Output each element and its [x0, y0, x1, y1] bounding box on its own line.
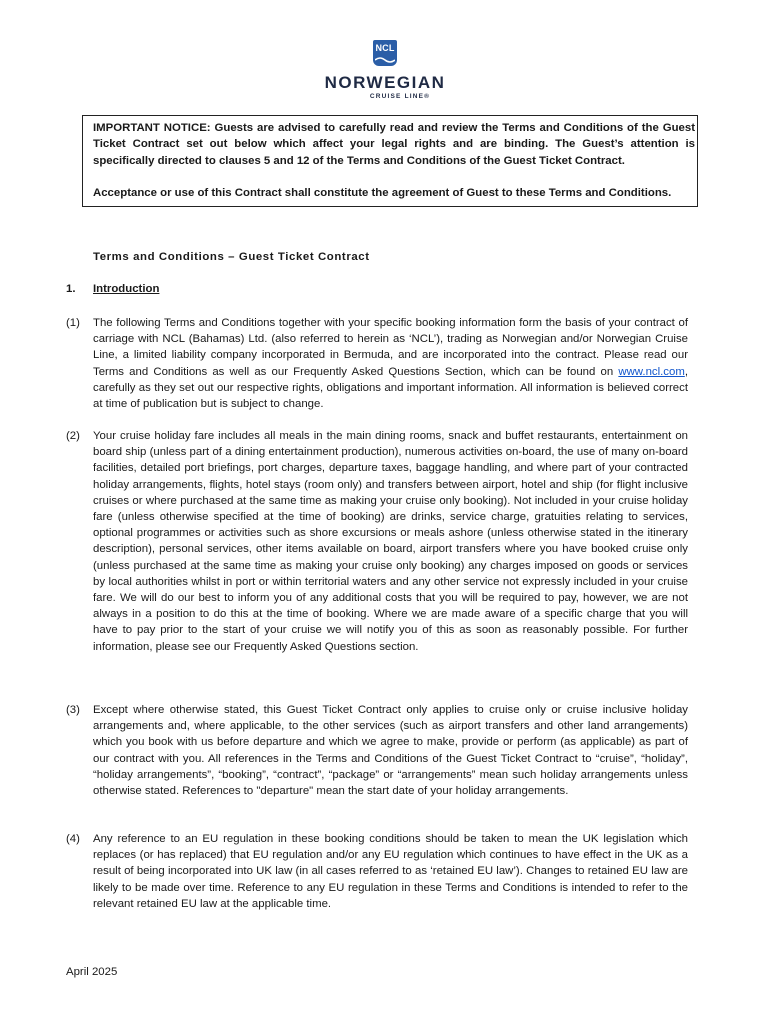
clause-number: (4) [66, 833, 80, 845]
logo-name: NORWEGIAN [324, 73, 446, 92]
clause-2 [66, 428, 688, 655]
clause-text: Your cruise holiday fare includes all meals in the main dining rooms, snack and buffet restaurants, entertainment on board ship (unless part of a dining entertainment production), numerous activities on-board, the use of many on-board facilities, detailed port briefings, port charges, departure taxes, baggage handling, and where part of your contracted holiday arrangements, flights, hotel stays (room only) and transfers between airport, hotel and ship (for flight inclusive cruises or where purchased at the same time as making your cruise only booking). Not included in your cruise holiday fare (unless otherwise specified at the time of booking) are drinks, service charge, gratuities relating to services, optional programmes or activities such as shore excursions or meals ashore (unless otherwise stated in the itinerary description), personal services, other items available on board, airport transfers where you have booked cruise only (unless purchased at the same time as making your cruise only booking) any charges imposed on goods or services by local authorities whilst in port or within territorial waters and any other service not expressly included in your cruise fare. We will do our best to inform you of any additional costs that you will be required to pay, however, we are not always in a position to do this at the time of booking. Where we are made aware of a specific charge that you will have to pay prior to the start of your cruise we will notify you of this as soon as reasonably possible. For further information, please see our Frequently Asked Questions section. [93, 430, 688, 653]
clause-text-part: , carefully as they set out our respective rights, obligations and important information. All information is believed correct at time of publication but is subject to change. [93, 365, 688, 411]
clause-number: (2) [66, 430, 80, 442]
notice-paragraph-2: Acceptance or use of this Contract shall constitute the agreement of Guest to these Terms and Conditions. [93, 187, 672, 200]
ncl-logo [0, 40, 770, 101]
section-heading [66, 283, 159, 295]
clause-number: (3) [66, 704, 80, 716]
clause-text: Except where otherwise stated, this Guest Ticket Contract only applies to cruise only or cruise inclusive holiday arrangements and, where applicable, to the other services (such as airport transfers and other land arrangements) which you book with us before departure and which we agree to make, provide or perform (as applicable) as part of our contract with you. All references in the Terms and Conditions of the Guest Ticket Contract to “cruise”, “holiday”, “holiday arrangements”, “booking”, “contract”, “package” or “arrangements” mean such holiday arrangements unless otherwise stated. References to "departure" mean the start date of your holiday arrangements. [93, 704, 688, 798]
section-number: 1. [66, 283, 76, 295]
clause-3 [66, 702, 688, 799]
section-title: Introduction [93, 283, 160, 295]
logo-badge-text: NCL [375, 43, 395, 53]
document-title: Terms and Conditions – Guest Ticket Contract [93, 251, 370, 263]
ncl-badge-icon [373, 40, 397, 66]
clause-text: Any reference to an EU regulation in these booking conditions should be taken to mean the UK legislation which replaces (or has replaced) that EU regulation and/or any EU regulation which continues to have effect in the UK as a result of being incorporated into UK law (in all cases referred to as ‘retained EU law’). Changes to retained EU law are likely to be made over time. Reference to any EU regulation in these Terms and Conditions is intended to refer to the relevant retained EU law at the applicable time. [93, 833, 688, 910]
clause-text [93, 315, 688, 412]
logo-subtitle: CRUISE LINE® [369, 93, 431, 100]
important-notice-box [82, 115, 698, 207]
footer-date: April 2025 [66, 966, 118, 978]
notice-paragraph-1: IMPORTANT NOTICE: Guests are advised to carefully read and review the Terms and Conditions of the Guest Ticket Contract set out below which affect your legal rights and are binding. The Guest’s attention is specifically directed to clauses 5 and 12 of the Terms and Conditions of the Guest Ticket Contract. [93, 122, 695, 167]
ncl-website-link[interactable]: www.ncl.com [618, 365, 685, 378]
clause-number: (1) [66, 317, 80, 329]
clause-1 [66, 315, 688, 412]
clause-4 [66, 831, 688, 912]
clause-text-part: The following Terms and Conditions together with your specific booking information form the basis of your contract of carriage with NCL (Bahamas) Ltd. (also referred to herein as ‘NCL’), trading as Norwegian and/or Norwegian Cruise Line, a limited liability company incorporated in Bermuda, and are incorporated into the contract. Please read our Terms and Conditions as well as our Frequently Asked Questions Section, which can be found on [93, 317, 688, 378]
